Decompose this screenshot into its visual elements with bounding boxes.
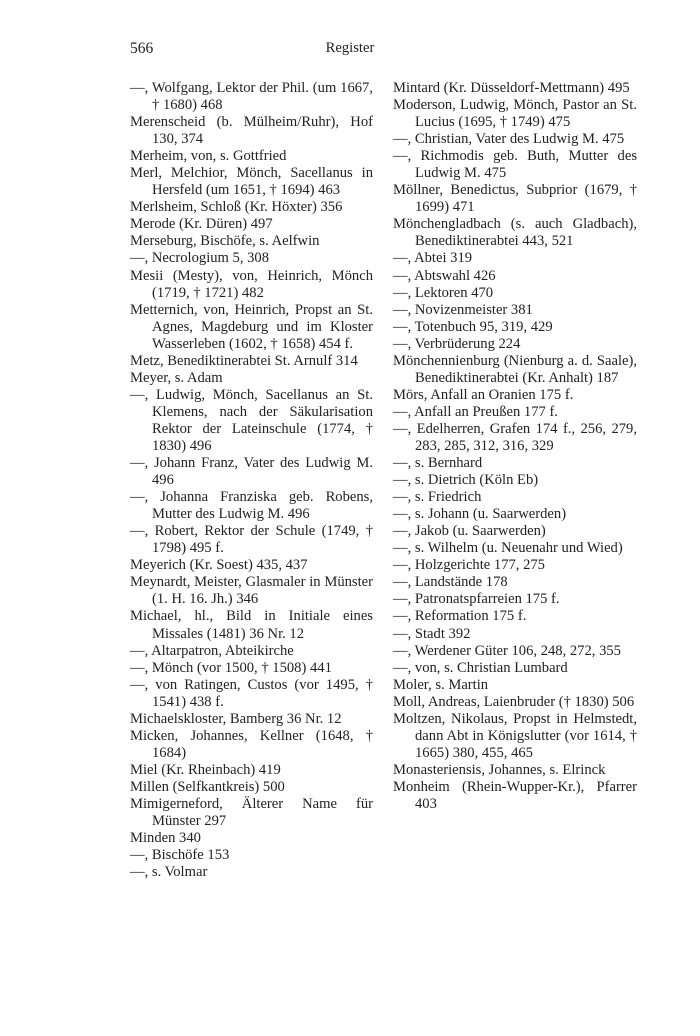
- index-entry: —, von, s. Christian Lumbard: [393, 659, 568, 676]
- index-entry: Merheim, von, s. Gottfried: [130, 148, 287, 165]
- index-entry: —, Holzgerichte 177, 275: [393, 557, 545, 574]
- index-entry: —, s. Volmar: [130, 864, 208, 881]
- index-entry: —, Lektoren 470: [393, 284, 494, 301]
- index-entry: —, Ludwig, Mönch, Sacellanus an St. Klemens, nach der Säkularisation Rektor der Lateinschule (1774, † 1830) 496: [130, 386, 373, 454]
- index-entry: Mönchengladbach (s. auch Gladbach), Benediktinerabtei 443, 521: [393, 216, 637, 250]
- index-entry: —, Verbrüderung 224: [393, 335, 521, 352]
- index-entry: Miel (Kr. Rheinbach) 419: [130, 761, 281, 778]
- index-entry: Michael, hl., Bild in Initiale eines Missales (1481) 36 Nr. 12: [130, 608, 373, 642]
- index-entry: Moltzen, Nikolaus, Propst in Helmstedt, dann Abt in Königslutter (vor 1614, † 1665) 380, 455, 465: [393, 710, 637, 761]
- index-entry: —, Patronatspfarreien 175 f.: [393, 591, 560, 608]
- index-entry: —, Altarpatron, Abteikirche: [130, 642, 294, 659]
- index-entry: Mönchennienburg (Nienburg a. d. Saale), Benediktinerabtei (Kr. Anhalt) 187: [393, 352, 637, 386]
- index-entry: Meyer, s. Adam: [130, 369, 223, 386]
- index-entry: —, Necrologium 5, 308: [130, 250, 270, 267]
- index-entry: —, s. Friedrich: [393, 489, 482, 506]
- index-entry: Merenscheid (b. Mülheim/Ruhr), Hof 130, 374: [130, 114, 373, 148]
- index-entry: Moll, Andreas, Laienbruder († 1830) 506: [393, 693, 635, 710]
- index-entry: —, Novizenmeister 381: [393, 301, 533, 318]
- index-entry: —, Edelherren, Grafen 174 f., 256, 279, 283, 285, 312, 316, 329: [393, 420, 637, 454]
- index-entry: —, s. Bernhard: [393, 455, 483, 472]
- index-entry: —, Abtei 319: [393, 250, 473, 267]
- index-entry: Metternich, von, Heinrich, Propst an St. Agnes, Magdeburg und im Kloster Wasserleben (1602, † 1658) 454 f.: [130, 301, 373, 352]
- index-entry: —, Wolfgang, Lektor der Phil. (um 1667, † 1680) 468: [130, 80, 373, 114]
- index-column-right: [393, 80, 637, 813]
- index-entry: —, Richmodis geb. Buth, Mutter des Ludwig M. 475: [393, 148, 637, 182]
- index-entry: Mörs, Anfall an Oranien 175 f.: [393, 386, 574, 403]
- index-entry: Mintard (Kr. Düsseldorf-Mettmann) 495: [393, 80, 630, 96]
- index-entry: Moderson, Ludwig, Mönch, Pastor an St. Lucius (1695, † 1749) 475: [393, 97, 637, 131]
- index-entry: —, Reformation 175 f.: [393, 608, 527, 625]
- index-entry: —, s. Dietrich (Köln Eb): [393, 472, 539, 489]
- index-entry: Michaelskloster, Bamberg 36 Nr. 12: [130, 710, 342, 727]
- index-entry: Mimigerneford, Älterer Name für Münster 297: [130, 795, 373, 830]
- index-entry: —, Stadt 392: [393, 625, 471, 642]
- index-entry: —, Johanna Franziska geb. Robens, Mutter des Ludwig M. 496: [130, 489, 373, 523]
- index-entry: Mesii (Mesty), von, Heinrich, Mönch (1719, † 1721) 482: [130, 267, 373, 301]
- index-entry: —, s. Johann (u. Saarwerden): [393, 506, 567, 523]
- index-entry: Meyerich (Kr. Soest) 435, 437: [130, 557, 308, 574]
- index-entry: Merode (Kr. Düren) 497: [130, 216, 273, 233]
- index-entry: Metz, Benediktinerabtei St. Arnulf 314: [130, 352, 358, 369]
- index-entry: —, Totenbuch 95, 319, 429: [393, 318, 553, 335]
- index-entry: —, Robert, Rektor der Schule (1749, † 1798) 495 f.: [130, 523, 373, 557]
- index-entry: Möllner, Benedictus, Subprior (1679, † 1699) 471: [393, 182, 637, 216]
- index-entry: —, Landstände 178: [393, 574, 508, 591]
- index-entry: Merl, Melchior, Mönch, Sacellanus in Hersfeld (um 1651, † 1694) 463: [130, 165, 373, 199]
- index-entry: —, s. Wilhelm (u. Neuenahr und Wied): [393, 540, 623, 557]
- index-entry: —, von Ratingen, Custos (vor 1495, † 1541) 438 f.: [130, 676, 373, 710]
- index-column-left: [130, 80, 373, 881]
- index-entry: —, Bischöfe 153: [130, 847, 230, 864]
- index-entry: —, Anfall an Preußen 177 f.: [393, 403, 558, 420]
- running-head: Register: [325, 40, 375, 56]
- index-entry: Monasteriensis, Johannes, s. Elrinck: [393, 761, 606, 778]
- index-entry: Merlsheim, Schloß (Kr. Höxter) 356: [130, 199, 343, 216]
- index-entry: —, Abtswahl 426: [393, 267, 496, 284]
- index-entry: Micken, Johannes, Kellner (1648, † 1684): [130, 727, 373, 761]
- page-number: 566: [130, 40, 154, 57]
- index-entry: Moler, s. Martin: [393, 676, 489, 693]
- index-entry: Meynardt, Meister, Glasmaler in Münster (1. H. 16. Jh.) 346: [130, 574, 373, 608]
- index-entry: —, Christian, Vater des Ludwig M. 475: [393, 131, 625, 148]
- index-entry: Monheim (Rhein-Wupper-Kr.), Pfarrer 403: [393, 778, 637, 812]
- index-entry: Merseburg, Bischöfe, s. Aelfwin: [130, 233, 320, 250]
- index-entry: Minden 340: [130, 830, 201, 847]
- index-entry: Millen (Selfkantkreis) 500: [130, 778, 285, 795]
- index-entry: —, Mönch (vor 1500, † 1508) 441: [130, 659, 332, 676]
- index-entry: —, Werdener Güter 106, 248, 272, 355: [393, 642, 621, 659]
- index-entry: —, Jakob (u. Saarwerden): [393, 523, 546, 540]
- index-entry: —, Johann Franz, Vater des Ludwig M. 496: [130, 455, 373, 489]
